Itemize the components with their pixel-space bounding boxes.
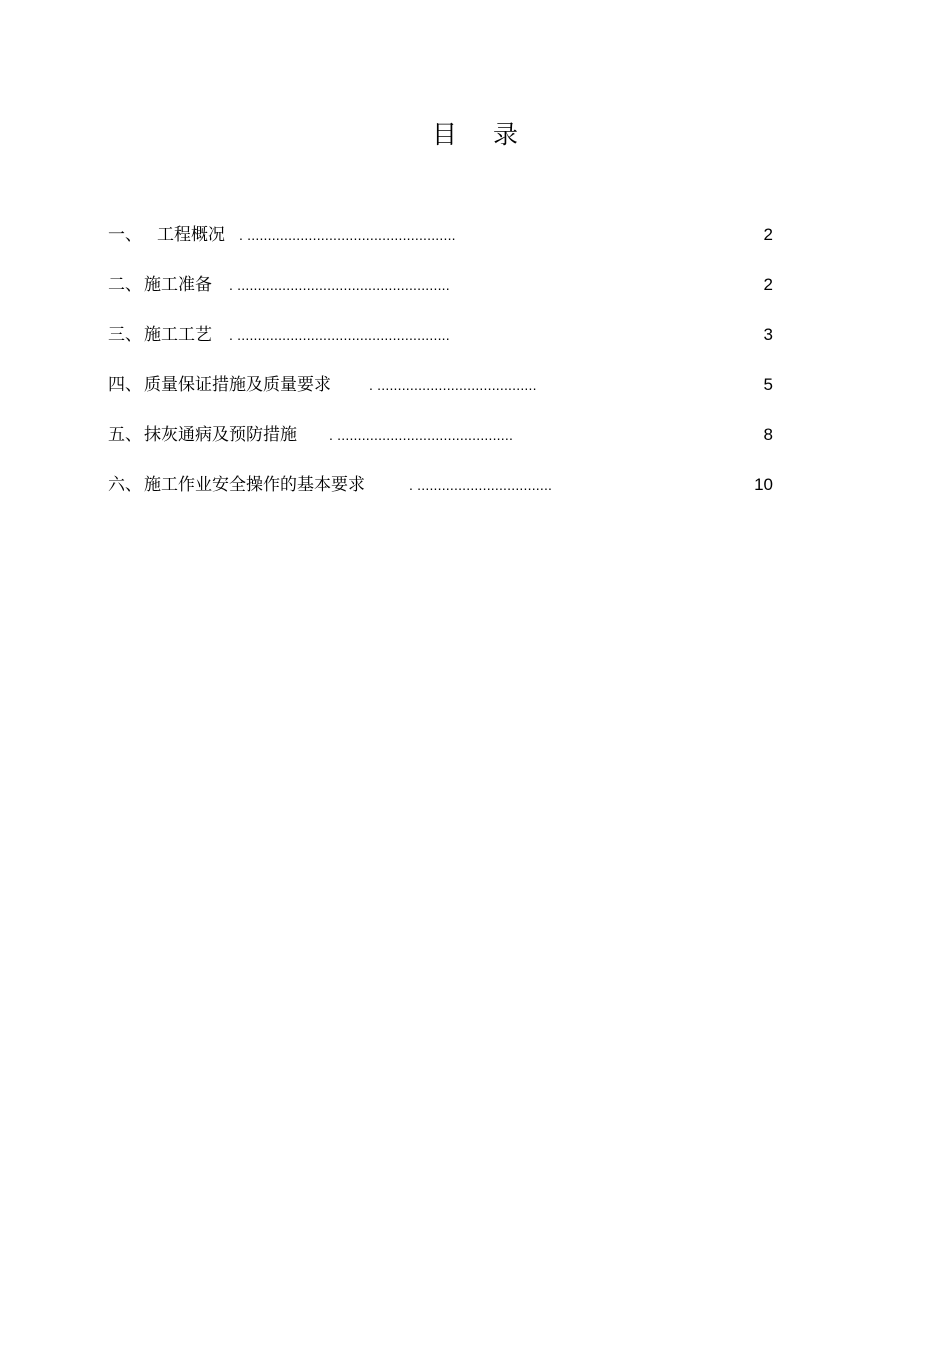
toc-entry-page: 5 xyxy=(763,375,773,394)
toc-entry-title: 工程概况 xyxy=(157,225,225,245)
toc-entry[interactable] xyxy=(0,472,950,498)
toc-entry-leader: . ................................................... xyxy=(239,227,456,243)
toc-title-left: 目 xyxy=(431,120,457,149)
toc-entry-page: 3 xyxy=(763,325,773,344)
toc-entry[interactable] xyxy=(0,222,950,248)
toc-entry-page: 8 xyxy=(763,425,773,444)
toc-entry-title: 质量保证措施及质量要求 xyxy=(144,375,331,395)
toc-title-right: 录 xyxy=(493,120,519,149)
toc-entry-title: 施工准备 xyxy=(144,275,212,295)
toc-title xyxy=(0,118,950,152)
toc-entry-number: 六、 xyxy=(108,475,142,495)
toc-entry-title: 施工作业安全操作的基本要求 xyxy=(144,475,365,495)
toc-entry-number: 三、 xyxy=(108,325,142,345)
toc-entry-leader: . .................................................... xyxy=(229,277,450,293)
toc-entry-page: 10 xyxy=(754,475,773,494)
toc-entry[interactable] xyxy=(0,422,950,448)
toc-entry[interactable] xyxy=(0,372,950,398)
toc-entry[interactable] xyxy=(0,322,950,348)
toc-entry-number: 一、 xyxy=(108,225,142,245)
toc-entry-number: 五、 xyxy=(108,425,142,445)
toc-entry-title: 抹灰通病及预防措施 xyxy=(144,425,297,445)
toc-entry-number: 四、 xyxy=(108,375,142,395)
toc-entry-title: 施工工艺 xyxy=(144,325,212,345)
toc-entry-number: 二、 xyxy=(108,275,142,295)
toc-entry-page: 2 xyxy=(763,275,773,294)
toc-entry[interactable] xyxy=(0,272,950,298)
toc-entry-leader: . .................................................... xyxy=(229,327,450,343)
toc-entry-leader: . ....................................... xyxy=(369,377,537,393)
toc-entry-page: 2 xyxy=(763,225,773,244)
toc-entry-leader: . ........................................... xyxy=(329,427,514,443)
toc-entry-leader: . ................................. xyxy=(409,477,553,493)
